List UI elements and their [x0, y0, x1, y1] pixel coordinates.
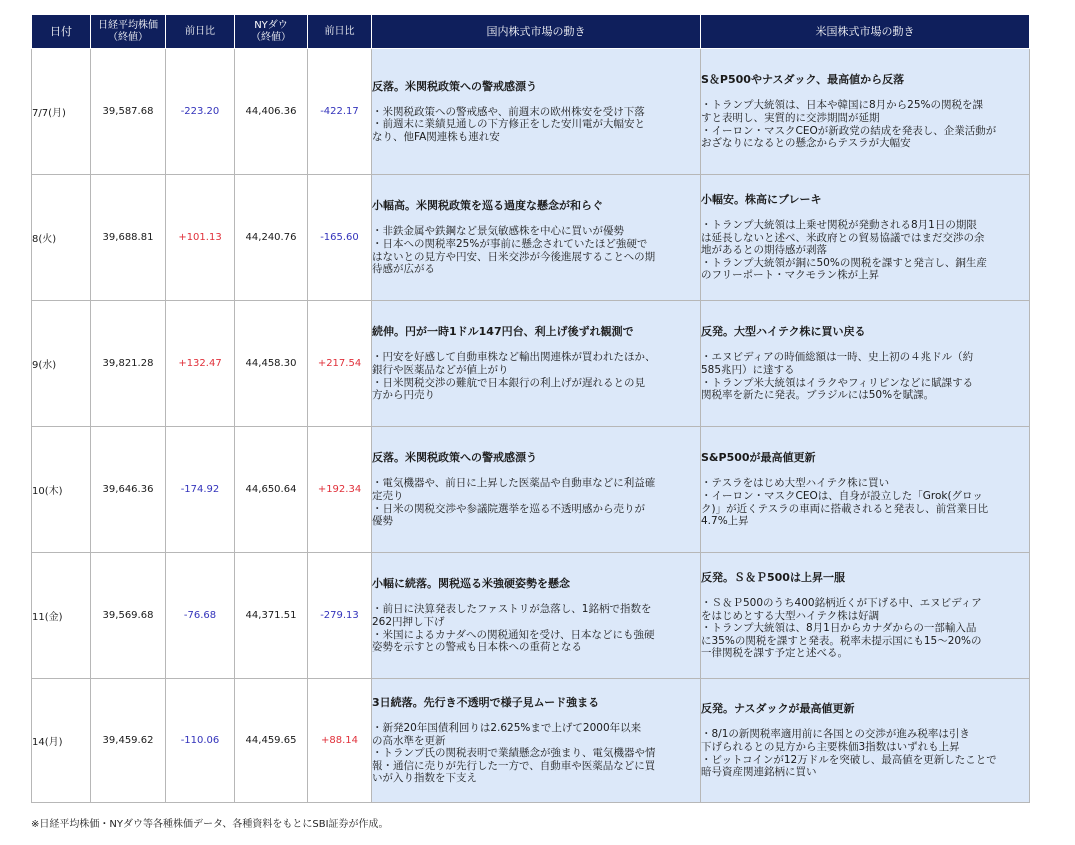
date-cell: 9(水) — [32, 301, 91, 427]
us-market-cell — [701, 301, 1030, 427]
nikkei-close: 39,821.28 — [91, 301, 166, 427]
nydow-change: -279.13 — [308, 553, 372, 679]
domestic-detail: ・円安を好感して自動車株など輸出関連株が買われたほか、 銀行や医薬品などが値上がり ・日米関税交渉の難航で日本銀行の利上げが遅れるとの見 方から円売り — [372, 351, 656, 402]
date-cell: 7/7(月) — [32, 49, 91, 175]
us-headline: 小幅安。株高にブレーキ — [701, 193, 822, 207]
nydow-close: 44,459.65 — [235, 679, 308, 803]
domestic-headline: 続伸。円が一時1ドル147円台、利上げ後ずれ観測で — [372, 325, 634, 339]
header-nydow: NYダウ （終値） — [235, 15, 308, 49]
header-nikkei-change: 前日比 — [166, 15, 235, 49]
us-headline: 反発。Ｓ＆Ｐ500は上昇一服 — [701, 571, 845, 585]
market-summary-table — [31, 14, 1030, 803]
table-row — [32, 49, 1030, 175]
nikkei-close: 39,688.81 — [91, 175, 166, 301]
date-cell: 8(火) — [32, 175, 91, 301]
header-row — [32, 15, 1030, 49]
us-headline: 反発。ナスダックが最高値更新 — [701, 702, 855, 716]
us-detail: ・Ｓ＆Ｐ500のうち400銘柄近くが下げる中、エヌビディア をはじめとする大型ハイテク株は好調 ・トランプ大統領は、8月1日からカナダからの一部輸入品 に35%の関税を課すと発表。税率未提示国にも15～20%の 一律関税を課す予定と述べる。 — [701, 597, 982, 660]
nikkei-change: +101.13 — [166, 175, 235, 301]
nikkei-close: 39,459.62 — [91, 679, 166, 803]
nydow-change: +217.54 — [308, 301, 372, 427]
domestic-headline: 小幅に続落。関税巡る米強硬姿勢を懸念 — [372, 577, 570, 591]
nydow-close: 44,650.64 — [235, 427, 308, 553]
table-row — [32, 553, 1030, 679]
us-headline: S＆P500やナスダック、最高値から反落 — [701, 73, 905, 87]
nikkei-change: -223.20 — [166, 49, 235, 175]
nikkei-change: -110.06 — [166, 679, 235, 803]
us-market-cell — [701, 49, 1030, 175]
us-detail: ・テスラをはじめ大型ハイテク株に買い ・イーロン・マスクCEOは、自身が設立した「Grok(グロッ ク)」が近くテスラの車両に搭載されると発表し、前営業日比 4.7%上昇 — [701, 477, 989, 528]
domestic-market-cell — [372, 553, 701, 679]
nydow-change: +192.34 — [308, 427, 372, 553]
domestic-detail: ・電気機器や、前日に上昇した医薬品や自動車などに利益確 定売り ・日米の関税交渉や参議院選挙を巡る不透明感から売りが 優勢 — [372, 477, 656, 528]
nydow-close: 44,406.36 — [235, 49, 308, 175]
date-cell: 10(木) — [32, 427, 91, 553]
header-date: 日付 — [32, 15, 91, 49]
domestic-market-cell — [372, 301, 701, 427]
nydow-close: 44,371.51 — [235, 553, 308, 679]
table-row — [32, 427, 1030, 553]
us-market-cell — [701, 175, 1030, 301]
domestic-detail: ・前日に決算発表したファストリが急落し、1銘柄で指数を 262円押し下げ ・米国によるカナダへの関税通知を受け、日本などにも強硬 姿勢を示すとの警戒も日本株への重荷となる — [372, 603, 655, 654]
table-row — [32, 301, 1030, 427]
us-market-cell — [701, 427, 1030, 553]
nydow-change: +88.14 — [308, 679, 372, 803]
domestic-headline: 小幅高。米関税政策を巡る過度な懸念が和らぐ — [372, 199, 603, 213]
domestic-detail: ・米関税政策への警戒感や、前週末の欧州株安を受け下落 ・前週末に業績見通しの下方修正をした安川電が大幅安と なり、他FA関連株も連れ安 — [372, 105, 645, 143]
header-domestic-market: 国内株式市場の動き — [372, 15, 701, 49]
footnote: ※日経平均株価・NYダウ等各種株価データ、各種資料をもとにSBI証券が作成。 — [31, 819, 389, 830]
nydow-close: 44,458.30 — [235, 301, 308, 427]
domestic-headline: 反落。米関税政策への警戒感漂う — [372, 79, 537, 93]
nikkei-close: 39,569.68 — [91, 553, 166, 679]
header-nydow-change: 前日比 — [308, 15, 372, 49]
nydow-change: -165.60 — [308, 175, 372, 301]
us-headline: S&P500が最高値更新 — [701, 451, 816, 465]
domestic-market-cell — [372, 49, 701, 175]
us-detail: ・エヌビディアの時価総額は一時、史上初の４兆ドル（約 585兆円）に達する ・トランプ米大統領はイラクやフィリピンなどに賦課する 関税率を新たに発表。ブラジルには50%を賦課。 — [701, 351, 974, 402]
nydow-change: -422.17 — [308, 49, 372, 175]
header-nikkei: 日経平均株価 （終値） — [91, 15, 166, 49]
domestic-market-cell — [372, 427, 701, 553]
us-detail: ・トランプ大統領は、日本や韓国に8月から25%の関税を課 すと表明し、実質的に交渉期間が延期 ・イーロン・マスクCEOが新政党の結成を発表し、企業活動が おざなりになるとの懸念からテスラが大幅安 — [701, 99, 997, 150]
domestic-market-cell — [372, 175, 701, 301]
nikkei-close: 39,587.68 — [91, 49, 166, 175]
domestic-market-cell — [372, 679, 701, 803]
nikkei-change: -174.92 — [166, 427, 235, 553]
us-market-cell — [701, 679, 1030, 803]
nikkei-close: 39,646.36 — [91, 427, 166, 553]
us-detail: ・トランプ大統領は上乗せ関税が発動される8月1日の期限 は延長しないと述べ、米政府との貿易協議ではまだ交渉の余 地があるとの期待感が剥落 ・トランプ大統領が銅に50%の関税を課すと発言し、銅生産 のフリーポート・マクモラン株が上昇 — [701, 219, 987, 282]
domestic-detail: ・新発20年国債利回りは2.625%まで上げて2000年以来 の高水準を更新 ・トランプ氏の関税表明で業績懸念が強まり、電気機器や情 報・通信に売りが先行した一方で、自動車や医薬品などに買 いが入り指数を下支え — [372, 722, 656, 785]
us-headline: 反発。大型ハイテク株に買い戻る — [701, 325, 866, 339]
date-cell: 14(月) — [32, 679, 91, 803]
domestic-headline: 3日続落。先行き不透明で様子見ムード強まる — [372, 696, 600, 710]
nikkei-change: +132.47 — [166, 301, 235, 427]
header-us-market: 米国株式市場の動き — [701, 15, 1030, 49]
domestic-headline: 反落。米関税政策への警戒感漂う — [372, 451, 537, 465]
us-detail: ・8/1の新関税率適用前に各国との交渉が進み税率は引き 下げられるとの見方から主要株価3指数はいずれも上昇 ・ビットコインが12万ドルを突破し、最高値を更新したことで 暗号資産関連銘柄に買い — [701, 728, 997, 779]
domestic-detail: ・非鉄金属や鉄鋼など景気敏感株を中心に買いが優勢 ・日本への関税率25%が事前に懸念されていたほど強硬で はないとの見方や円安、日米交渉が今後進展することへの期 待感が広がる — [372, 225, 656, 276]
us-market-cell — [701, 553, 1030, 679]
date-cell: 11(金) — [32, 553, 91, 679]
table-row — [32, 175, 1030, 301]
table-row — [32, 679, 1030, 803]
nikkei-change: -76.68 — [166, 553, 235, 679]
nydow-close: 44,240.76 — [235, 175, 308, 301]
